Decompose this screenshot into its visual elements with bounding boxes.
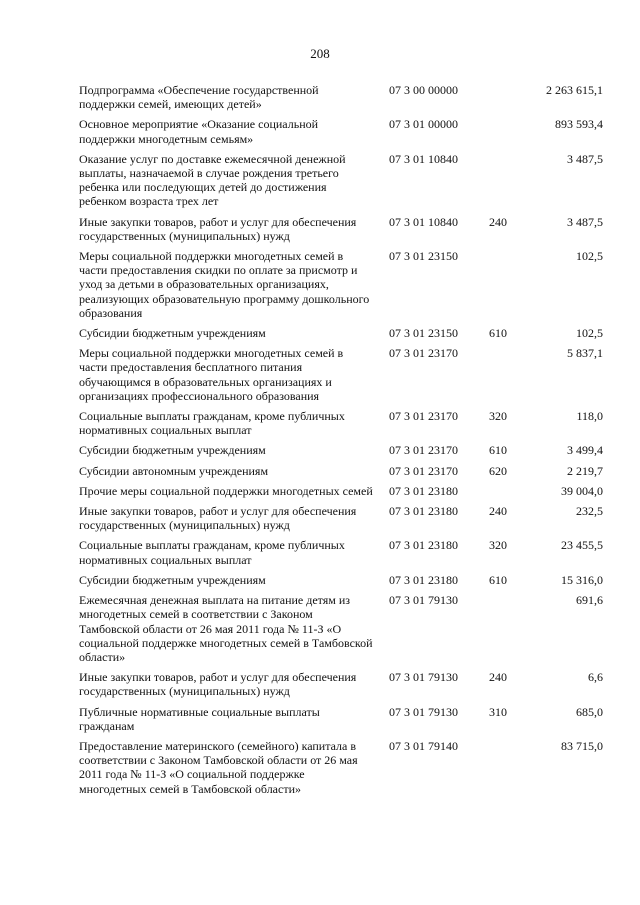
row-name: Меры социальной поддержки многодетных семей в части предоставления бесплатного питания обучающимся в образовательных организациях и организациях профессионального образования bbox=[79, 346, 344, 403]
row-name: Иные закупки товаров, работ и услуг для обеспечения государственных (муниципальных) нужд bbox=[79, 214, 357, 243]
table-row bbox=[79, 573, 603, 587]
row-amount: 118,0 bbox=[576, 409, 603, 424]
table-row bbox=[79, 739, 603, 796]
table-row bbox=[79, 443, 603, 457]
row-name: Социальные выплаты гражданам, кроме публичных нормативных социальных выплат bbox=[79, 538, 345, 567]
row-name: Субсидии бюджетным учреждениям bbox=[79, 572, 266, 587]
row-amount: 691,6 bbox=[576, 593, 603, 608]
row-name: Публичные нормативные социальные выплаты гражданам bbox=[79, 704, 320, 733]
row-name: Социальные выплаты гражданам, кроме публичных нормативных социальных выплат bbox=[79, 409, 345, 438]
row-amount: 83 715,0 bbox=[561, 738, 603, 753]
budget-table bbox=[79, 83, 603, 802]
row-expense-type: 240 bbox=[489, 504, 507, 519]
row-amount: 893 593,4 bbox=[555, 117, 603, 132]
row-name: Иные закупки товаров, работ и услуг для обеспечения государственных (муниципальных) нужд bbox=[79, 670, 357, 699]
row-name: Предоставление материнского (семейного) капитала в соответствии с Законом Тамбовской области от 26 мая 2011 года № 11-З «О социальной поддержке многодетных семей в Тамбовской области» bbox=[79, 738, 358, 796]
row-code: 07 3 00 00000 bbox=[389, 83, 458, 97]
row-expense-type: 610 bbox=[489, 572, 507, 587]
row-expense-type: 240 bbox=[489, 670, 507, 685]
row-name: Подпрограмма «Обеспечение государственной поддержки семей, имеющих детей» bbox=[79, 83, 319, 112]
row-expense-type: 320 bbox=[489, 538, 507, 553]
row-code: 07 3 01 10840 bbox=[389, 214, 458, 229]
row-code: 07 3 01 23150 bbox=[389, 326, 458, 341]
row-code: 07 3 01 79130 bbox=[389, 593, 458, 608]
row-code: 07 3 01 23170 bbox=[389, 463, 458, 478]
row-name: Иные закупки товаров, работ и услуг для обеспечения государственных (муниципальных) нужд bbox=[79, 504, 357, 533]
row-amount: 39 004,0 bbox=[561, 483, 603, 498]
row-name: Прочие меры социальной поддержки многодетных семей bbox=[79, 483, 373, 498]
row-amount: 232,5 bbox=[576, 504, 603, 519]
table-row bbox=[79, 346, 603, 403]
table-row bbox=[79, 215, 603, 243]
row-code: 07 3 01 00000 bbox=[389, 117, 458, 132]
table-row bbox=[79, 464, 603, 478]
page-number: 208 bbox=[310, 46, 330, 61]
table-row bbox=[79, 83, 603, 111]
table-row bbox=[79, 484, 603, 498]
row-name: Ежемесячная денежная выплата на питание детям из многодетных семей в соответствии с Законом Тамбовской области от 26 мая 2011 года № 11-З «О социальной поддержке многодетных семей в Тамбовской области» bbox=[79, 593, 373, 664]
row-code: 07 3 01 79130 bbox=[389, 670, 458, 685]
row-name: Меры социальной поддержки многодетных семей в части предоставления скидки по оплате за присмотр и уход за детьми в образовательных организациях, реализующих образовательную программу дошкольного образования bbox=[79, 249, 370, 320]
table-row bbox=[79, 117, 603, 145]
row-amount: 23 455,5 bbox=[561, 538, 603, 553]
row-code: 07 3 01 23170 bbox=[389, 346, 458, 361]
row-expense-type: 320 bbox=[489, 409, 507, 424]
row-name: Субсидии бюджетным учреждениям bbox=[79, 443, 266, 458]
row-amount: 3 487,5 bbox=[567, 214, 603, 229]
row-code: 07 3 01 23180 bbox=[389, 572, 458, 587]
row-code: 07 3 01 23180 bbox=[389, 483, 458, 498]
row-code: 07 3 01 23170 bbox=[389, 409, 458, 424]
row-code: 07 3 01 23150 bbox=[389, 249, 458, 264]
row-name: Субсидии автономным учреждениям bbox=[79, 463, 269, 478]
row-name: Основное мероприятие «Оказание социальной поддержки многодетным семьям» bbox=[79, 117, 319, 146]
row-code: 07 3 01 23170 bbox=[389, 443, 458, 458]
row-expense-type: 610 bbox=[489, 443, 507, 458]
row-amount: 6,6 bbox=[588, 670, 603, 685]
row-amount: 2 263 615,1 bbox=[546, 83, 603, 97]
table-row bbox=[79, 249, 603, 320]
row-expense-type: 310 bbox=[489, 704, 507, 719]
row-amount: 102,5 bbox=[576, 249, 603, 264]
table-row bbox=[79, 705, 603, 733]
table-row bbox=[79, 538, 603, 566]
row-expense-type: 240 bbox=[489, 214, 507, 229]
table-row bbox=[79, 670, 603, 698]
row-code: 07 3 01 23180 bbox=[389, 538, 458, 553]
row-amount: 15 316,0 bbox=[561, 572, 603, 587]
row-name: Субсидии бюджетным учреждениям bbox=[79, 326, 266, 341]
row-amount: 102,5 bbox=[576, 326, 603, 341]
row-code: 07 3 01 23180 bbox=[389, 504, 458, 519]
row-amount: 3 487,5 bbox=[567, 151, 603, 166]
row-code: 07 3 01 10840 bbox=[389, 151, 458, 166]
table-row bbox=[79, 409, 603, 437]
row-code: 07 3 01 79140 bbox=[389, 738, 458, 753]
row-code: 07 3 01 79130 bbox=[389, 704, 458, 719]
row-expense-type: 610 bbox=[489, 326, 507, 341]
table-row bbox=[79, 593, 603, 664]
table-row bbox=[79, 152, 603, 209]
table-row bbox=[79, 326, 603, 340]
row-expense-type: 620 bbox=[489, 463, 507, 478]
row-name: Оказание услуг по доставке ежемесячной денежной выплаты, назначаемой в случае рождения третьего ребенка или последующих детей до достижения ребенком возраста трех лет bbox=[79, 151, 346, 209]
row-amount: 3 499,4 bbox=[567, 443, 603, 458]
row-amount: 685,0 bbox=[576, 704, 603, 719]
table-row bbox=[79, 504, 603, 532]
row-amount: 2 219,7 bbox=[567, 463, 603, 478]
row-amount: 5 837,1 bbox=[567, 346, 603, 361]
